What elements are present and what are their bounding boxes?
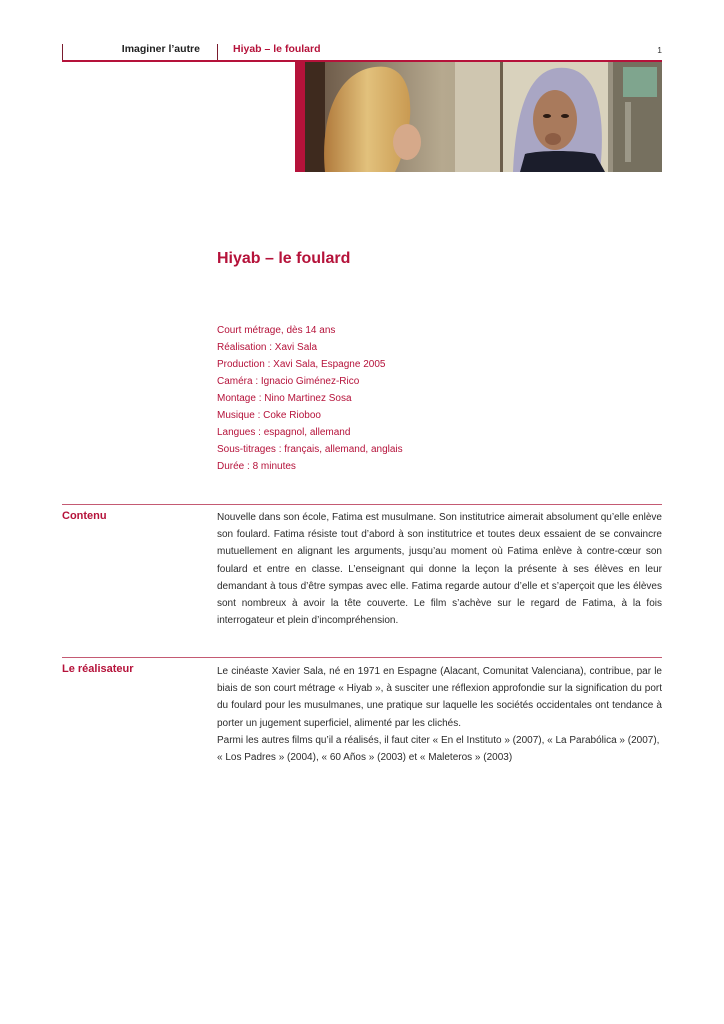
- credit-item-languages: Langues : espagnol, allemand: [217, 427, 351, 438]
- credit-item-duration: Durée : 8 minutes: [217, 461, 296, 472]
- film-title: Hiyab – le foulard: [217, 250, 351, 267]
- section-rule-contenu: [62, 504, 662, 505]
- credit-item-subtitles: Sous-titrages : français, allemand, anglais: [217, 444, 403, 455]
- header-mid-tick: [217, 44, 218, 60]
- section-body-contenu: [217, 509, 662, 629]
- credit-item-camera: Caméra : Ignacio Giménez-Rico: [217, 376, 360, 387]
- page-number: 1: [657, 45, 662, 55]
- section-rule-realisateur: [62, 657, 662, 658]
- header-series-title: Imaginer l’autre: [121, 43, 200, 55]
- header-film-title: Hiyab – le foulard: [233, 43, 321, 55]
- credit-item-director: Réalisation : Xavi Sala: [217, 342, 318, 353]
- realisateur-paragraph-2: Parmi les autres films qu’il a réalisés, il faut citer « En el Instituto » (2007), « La Parabólica » (2007), « Los Padres » (2004), « 60 Años » (2003) et « Maleteros » (2003): [217, 734, 660, 764]
- section-body-realisateur: [217, 663, 662, 766]
- contenu-paragraph: Nouvelle dans son école, Fatima est musulmane. Son institutrice aimerait absolument qu’elle enlève son foulard. Fatima résiste tout d’abord à son institutrice et toutes deux essaient de se convaincre mutuellement en alignant les arguments, jusqu’au moment où Fatima enlève à contre-cœur son foulard et entre en classe. L’enseignant qui donne la leçon la présente à ses élèves en leur demandant à tous d’être sympas avec elle. Fatima regarde autour d’elle et s’aperçoit que les élèves sont nombreux à avoir la tête couverte. Le film s’achève sur le regard de Fatima, à la fois interrogateur et plein d’incompréhension.: [217, 512, 662, 627]
- credits-list: [217, 322, 403, 475]
- film-still-image: [295, 62, 662, 172]
- section-label-realisateur: Le réalisateur: [62, 663, 134, 675]
- credit-item-music: Musique : Coke Rioboo: [217, 410, 321, 421]
- section-label-contenu: Contenu: [62, 510, 107, 522]
- credit-item-format: Court métrage, dès 14 ans: [217, 325, 336, 336]
- realisateur-paragraph-1: Le cinéaste Xavier Sala, né en 1971 en Espagne (Alacant, Comunitat Valenciana), contribue, par le biais de son court métrage « Hiyab », à susciter une réflexion approfondie sur la signification du port du foulard pour les musulmanes, une pratique sur laquelle les sociétés occidentales ont tendance à porter un jugement superficiel, alimenté par les clichés.: [217, 666, 662, 729]
- credit-item-production: Production : Xavi Sala, Espagne 2005: [217, 359, 386, 370]
- credit-item-editing: Montage : Nino Martinez Sosa: [217, 393, 352, 404]
